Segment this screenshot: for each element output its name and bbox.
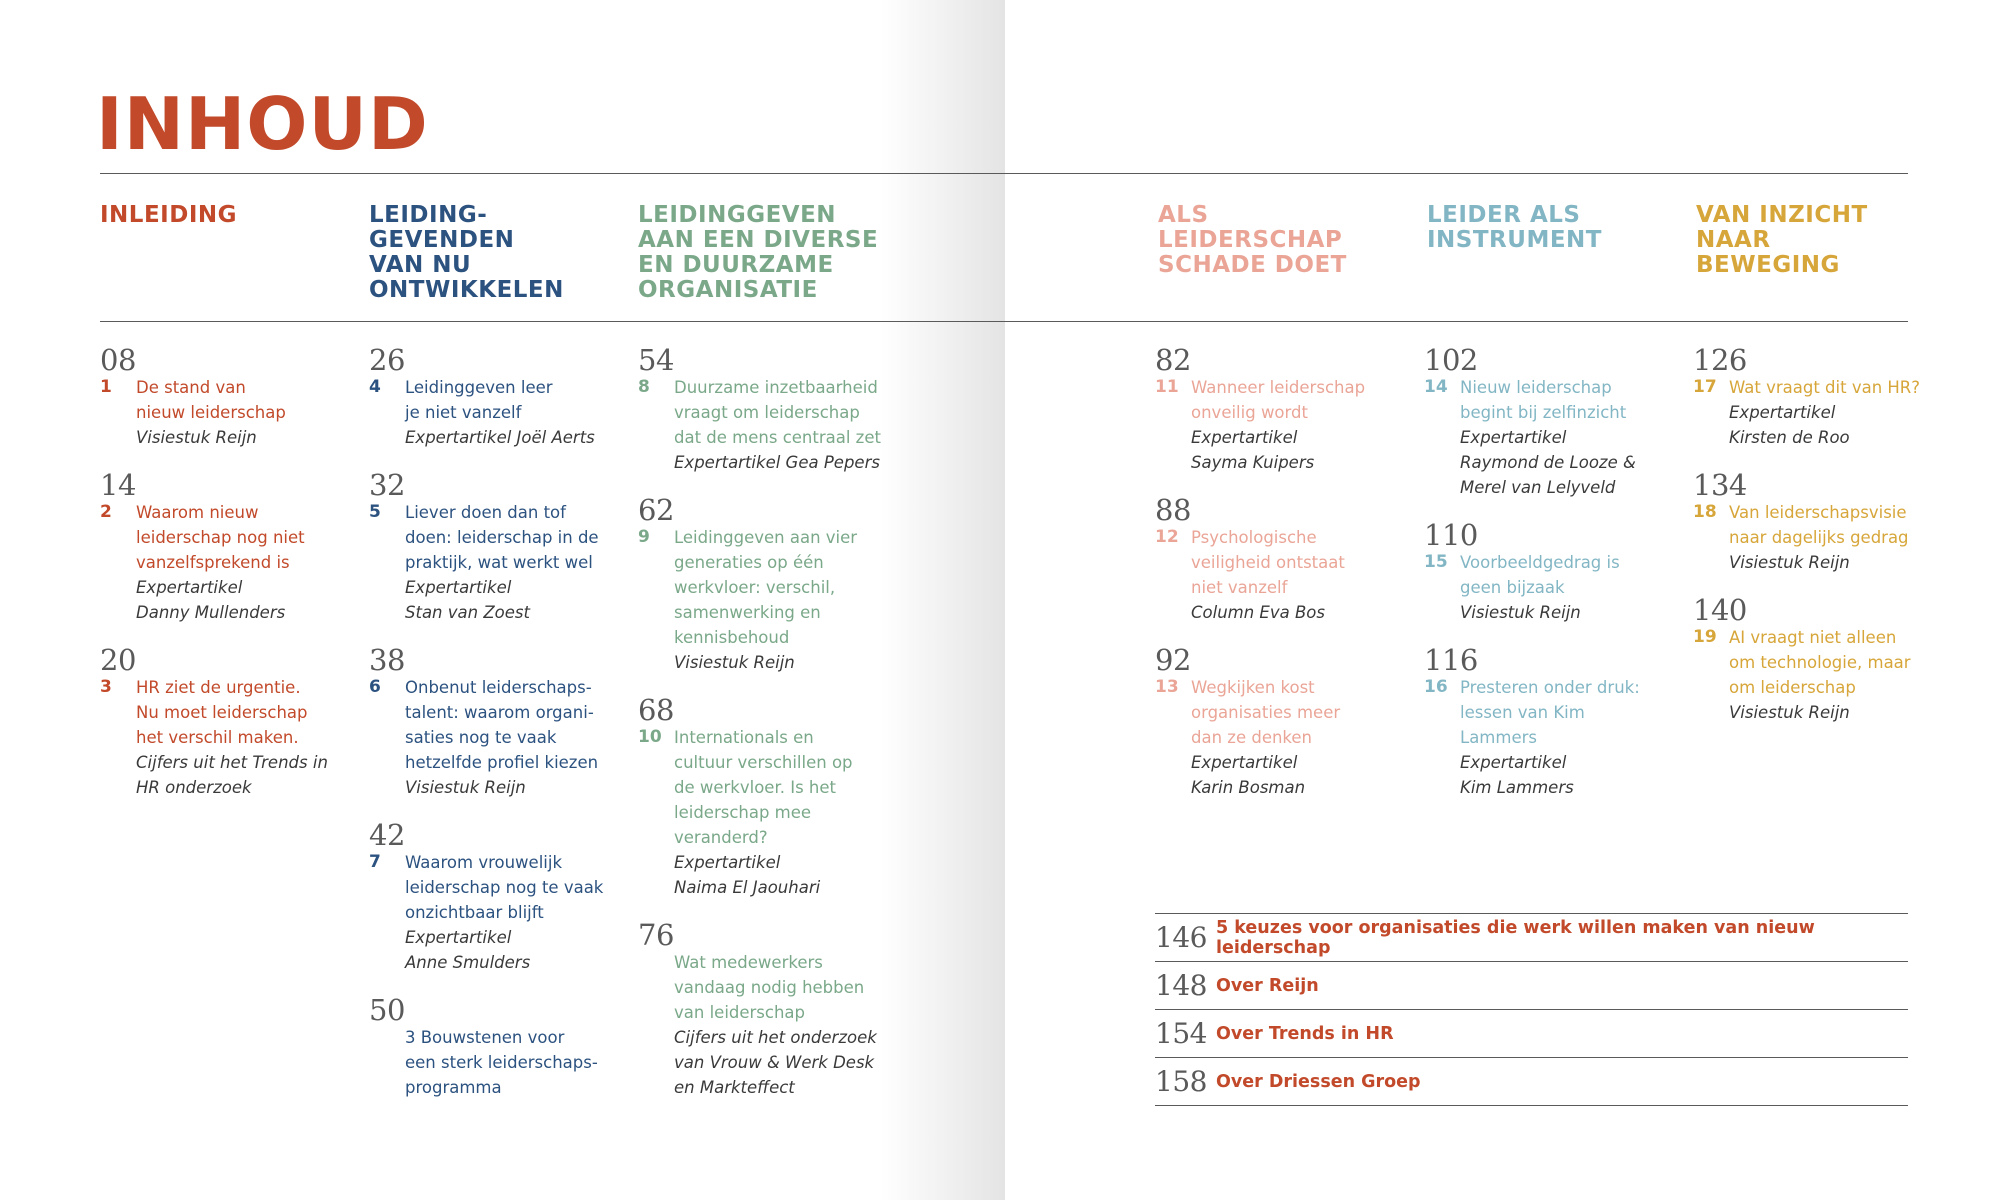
toc-entry[interactable] xyxy=(638,345,893,475)
article-number: 13 xyxy=(1155,677,1179,697)
toc-entry[interactable] xyxy=(1424,520,1679,625)
toc-column-schade xyxy=(1155,345,1410,820)
extra-toc-entry[interactable] xyxy=(1155,961,1908,1009)
extra-toc-entry[interactable] xyxy=(1155,913,1908,961)
article-number: 16 xyxy=(1424,677,1448,697)
page-number: 154 xyxy=(1155,1017,1207,1050)
page-title: INHOUD xyxy=(96,82,429,166)
page-number: 82 xyxy=(1155,343,1191,377)
article-number: 8 xyxy=(638,377,650,397)
top-rule xyxy=(100,173,1908,174)
toc-entry[interactable] xyxy=(1424,645,1679,800)
page-number: 110 xyxy=(1424,518,1478,552)
section-heading-instrument: LEIDER ALS INSTRUMENT xyxy=(1427,202,1602,253)
page-number: 148 xyxy=(1155,969,1207,1002)
toc-column-duurzaam xyxy=(638,345,893,1120)
extra-toc-entry[interactable] xyxy=(1155,1057,1908,1106)
section-heading-beweging: VAN INZICHT NAAR BEWEGING xyxy=(1696,202,1868,278)
article-number: 14 xyxy=(1424,377,1448,397)
toc-column-instrument xyxy=(1424,345,1679,820)
page-number: 50 xyxy=(369,993,405,1027)
page-number: 146 xyxy=(1155,921,1207,954)
toc-column-inleiding xyxy=(100,345,355,820)
page-number: 126 xyxy=(1693,343,1747,377)
article-number: 4 xyxy=(369,377,381,397)
article-number: 19 xyxy=(1693,627,1717,647)
toc-entry[interactable] xyxy=(1693,345,1948,450)
article-title: Wanneer leiderschap onveilig wordt Expertartikel Sayma Kuipers xyxy=(1191,378,1366,472)
page-number: 134 xyxy=(1693,468,1747,502)
page-number: 26 xyxy=(369,343,405,377)
article-number: 1 xyxy=(100,377,112,397)
page-number: 88 xyxy=(1155,493,1191,527)
page-number: 32 xyxy=(369,468,405,502)
section-heading-inleiding: INLEIDING xyxy=(100,202,238,228)
article-title: Wegkijken kost organisaties meer dan ze denken Expertartikel Karin Bosman xyxy=(1191,678,1341,797)
page-number: 116 xyxy=(1424,643,1478,677)
toc-entry[interactable] xyxy=(100,645,355,800)
article-title: De stand van nieuw leiderschap Visiestuk Reijn xyxy=(136,378,286,447)
article-title: Onbenut leiderschaps- talent: waarom organi- saties nog te vaak hetzelfde profiel kiezen Visiestuk Reijn xyxy=(405,678,599,797)
page-number: 62 xyxy=(638,493,674,527)
toc-entry[interactable] xyxy=(1424,345,1679,500)
extra-title: Over Reijn xyxy=(1216,975,1319,996)
toc-entry[interactable] xyxy=(369,645,624,800)
article-title: HR ziet de urgentie. Nu moet leiderschap het verschil maken. Cijfers uit het Trends in HR onderzoek xyxy=(136,678,328,797)
page-number: 54 xyxy=(638,343,674,377)
toc-entry[interactable] xyxy=(638,495,893,675)
page-number: 20 xyxy=(100,643,136,677)
section-heading-ontwikkelen: LEIDING- GEVENDEN VAN NU ONTWIKKELEN xyxy=(369,202,564,303)
article-number: 2 xyxy=(100,502,112,522)
page-number: 42 xyxy=(369,818,405,852)
article-title: Duurzame inzetbaarheid vraagt om leiderschap dat de mens centraal zet Expertartikel Gea Pepers xyxy=(674,378,881,472)
article-number: 5 xyxy=(369,502,381,522)
extra-toc-entry[interactable] xyxy=(1155,1009,1908,1057)
extra-toc-list xyxy=(1155,913,1908,1106)
page-gutter-shadow xyxy=(880,0,1005,1200)
toc-entry[interactable] xyxy=(369,345,624,450)
toc-entry[interactable] xyxy=(100,470,355,625)
section-divider-rule xyxy=(100,321,1908,322)
toc-entry[interactable] xyxy=(369,470,624,625)
article-title: Nieuw leiderschap begint bij zelfinzicht Expertartikel Raymond de Looze & Merel van Lelyveld xyxy=(1460,378,1636,497)
extra-title: 5 keuzes voor organisaties die werk willen maken van nieuw leiderschap xyxy=(1216,917,1815,958)
toc-entry[interactable] xyxy=(638,920,893,1100)
toc-column-beweging xyxy=(1693,345,1948,745)
page-number: 14 xyxy=(100,468,136,502)
toc-entry[interactable] xyxy=(1155,645,1410,800)
article-title: Wat medewerkers vandaag nodig hebben van leiderschap Cijfers uit het onderzoek van Vrouw & Werk Desk en Markteffect xyxy=(674,953,877,1097)
toc-entry[interactable] xyxy=(638,695,893,900)
article-number xyxy=(369,1025,405,1100)
toc-column-ontwikkelen xyxy=(369,345,624,1120)
page-number: 92 xyxy=(1155,643,1191,677)
article-number xyxy=(638,950,674,1100)
article-number: 12 xyxy=(1155,527,1179,547)
extra-title: Over Trends in HR xyxy=(1216,1023,1394,1044)
page-number: 140 xyxy=(1693,593,1747,627)
article-number: 18 xyxy=(1693,502,1717,522)
section-heading-schade: ALS LEIDERSCHAP SCHADE DOET xyxy=(1158,202,1347,278)
article-title: Leidinggeven aan vier generaties op één werkvloer: verschil, samenwerking en kennisbehoud Visiestuk Reijn xyxy=(674,528,858,672)
page-number: 76 xyxy=(638,918,674,952)
article-title: Leidinggeven leer je niet vanzelf Expertartikel Joël Aerts xyxy=(405,378,595,447)
article-title: Psychologische veiligheid ontstaat niet vanzelf Column Eva Bos xyxy=(1191,528,1345,622)
toc-entry[interactable] xyxy=(369,820,624,975)
article-number: 6 xyxy=(369,677,381,697)
article-title: Voorbeeldgedrag is geen bijzaak Visiestuk Reijn xyxy=(1460,553,1620,622)
article-number: 11 xyxy=(1155,377,1179,397)
toc-entry[interactable] xyxy=(1693,595,1948,725)
toc-entry[interactable] xyxy=(1693,470,1948,575)
article-title: Waarom nieuw leiderschap nog niet vanzelfsprekend is Expertartikel Danny Mullenders xyxy=(136,503,305,622)
article-title: Van leiderschapsvisie naar dagelijks gedrag Visiestuk Reijn xyxy=(1729,503,1909,572)
page-number: 102 xyxy=(1424,343,1478,377)
article-number: 10 xyxy=(638,727,662,747)
toc-entry[interactable] xyxy=(369,995,624,1100)
toc-entry[interactable] xyxy=(100,345,355,450)
article-title: Wat vraagt dit van HR? Expertartikel Kirsten de Roo xyxy=(1729,378,1921,447)
article-number: 7 xyxy=(369,852,381,872)
article-title: Waarom vrouwelijk leiderschap nog te vaak onzichtbaar blijft Expertartikel Anne Smulders xyxy=(405,853,604,972)
article-title: AI vraagt niet alleen om technologie, maar om leiderschap Visiestuk Reijn xyxy=(1729,628,1911,722)
page-number: 08 xyxy=(100,343,136,377)
article-number: 17 xyxy=(1693,377,1717,397)
article-number: 15 xyxy=(1424,552,1448,572)
page-number: 158 xyxy=(1155,1065,1207,1098)
article-title: Presteren onder druk: lessen van Kim Lammers Expertartikel Kim Lammers xyxy=(1460,678,1640,797)
article-number: 3 xyxy=(100,677,112,697)
article-title: Liever doen dan tof doen: leiderschap in de praktijk, wat werkt wel Expertartikel Stan van Zoest xyxy=(405,503,599,622)
toc-entry[interactable] xyxy=(1155,345,1410,475)
article-number: 9 xyxy=(638,527,650,547)
page-number: 68 xyxy=(638,693,674,727)
section-heading-duurzaam: LEIDINGGEVEN AAN EEN DIVERSE EN DUURZAME ORGANISATIE xyxy=(638,202,879,303)
article-title: 3 Bouwstenen voor een sterk leiderschaps- programma xyxy=(405,1028,598,1097)
extra-title: Over Driessen Groep xyxy=(1216,1071,1421,1092)
toc-entry[interactable] xyxy=(1155,495,1410,625)
page-number: 38 xyxy=(369,643,405,677)
article-title: Internationals en cultuur verschillen op de werkvloer. Is het leiderschap mee veranderd? Expertartikel Naima El Jaouhari xyxy=(674,728,853,897)
